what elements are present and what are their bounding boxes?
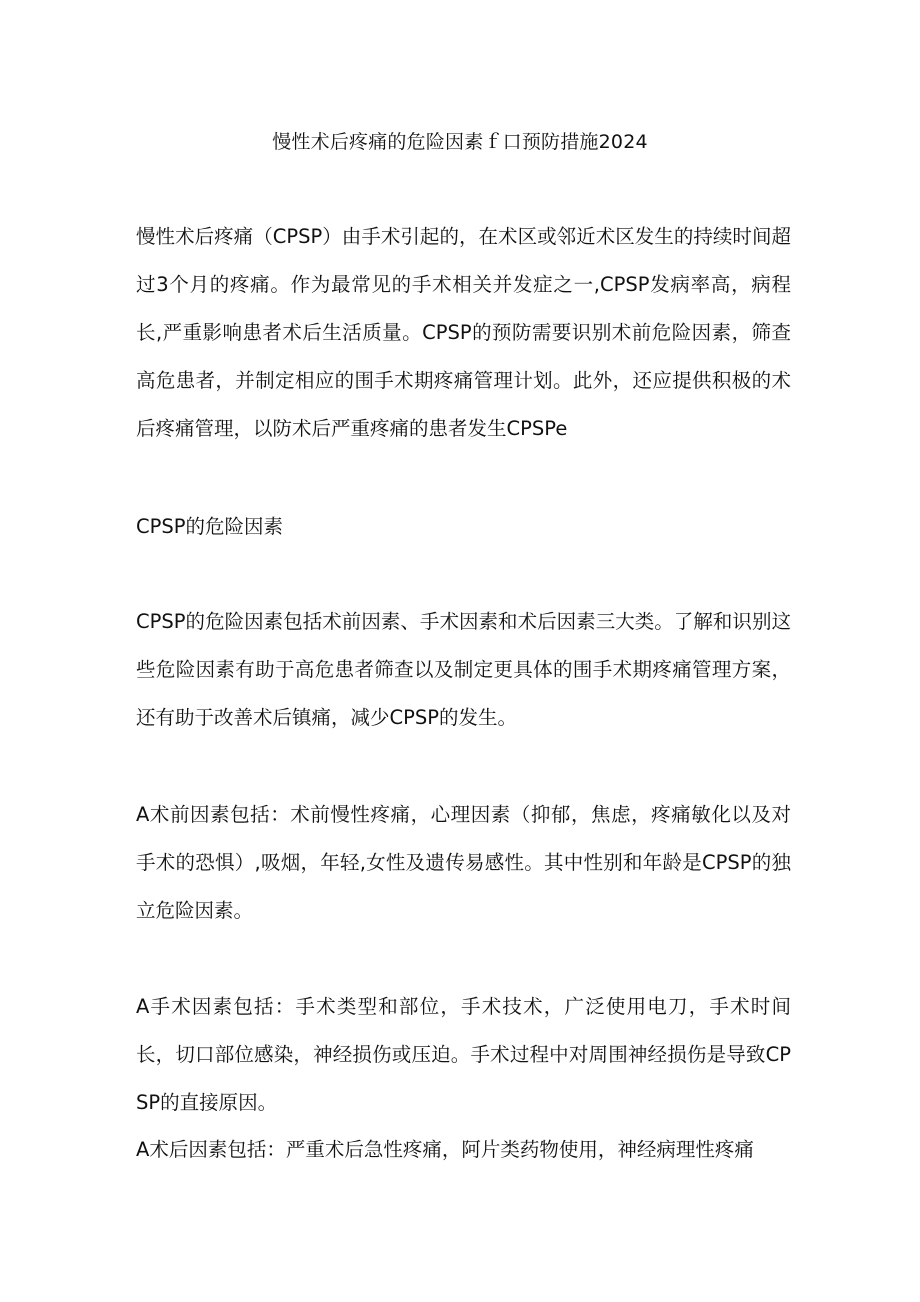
risk-overview-paragraph: CPSP的危险因素包括术前因素、手术因素和术后因素三大类。了解和识别这些危险因素有助于高危患者筛查以及制定更具体的围手术期疼痛管理方案，还有助于改善术后镇痛，减少CPSP的发生。 (136, 610, 791, 729)
intro-paragraph: 慢性术后疼痛（CPSP）由手术引起的，在术区或邻近术区发生的持续时间超过3个月的疼痛。作为最常见的手术相关并发症之一,CPSP发病率高，病程长,严重影响患者术后生活质量。CPSP的预防需要识别术前危险因素，筛查高危患者，并制定相应的围手术期疼痛管理计划。此外，还应提供积极的术后疼痛管理，以防术后严重疼痛的患者发生CPSPe (136, 225, 791, 440)
section-heading: CPSP的危险因素 (136, 515, 284, 538)
surgical-factors-paragraph: A手术因素包括：手术类型和部位，手术技术，广泛使用电刀，手术时间长，切口部位感染，神经损伤或压迫。手术过程中对周围神经损伤是导致CPSP的直接原因。 (136, 995, 791, 1114)
postop-factors-paragraph: A术后因素包括：严重术后急性疼痛，阿片类药物使用，神经病理性疼痛 (136, 1138, 754, 1161)
preop-factors-paragraph: A术前因素包括：术前慢性疼痛，心理因素（抑郁，焦虑，疼痛敏化以及对手术的恐惧）,吸烟，年轻,女性及遗传易感性。其中性别和年龄是CPSP的独立危险因素。 (136, 803, 791, 922)
document-title: 慢性术后疼痛的危险因素ｆ口预防措施2024 (272, 131, 648, 153)
